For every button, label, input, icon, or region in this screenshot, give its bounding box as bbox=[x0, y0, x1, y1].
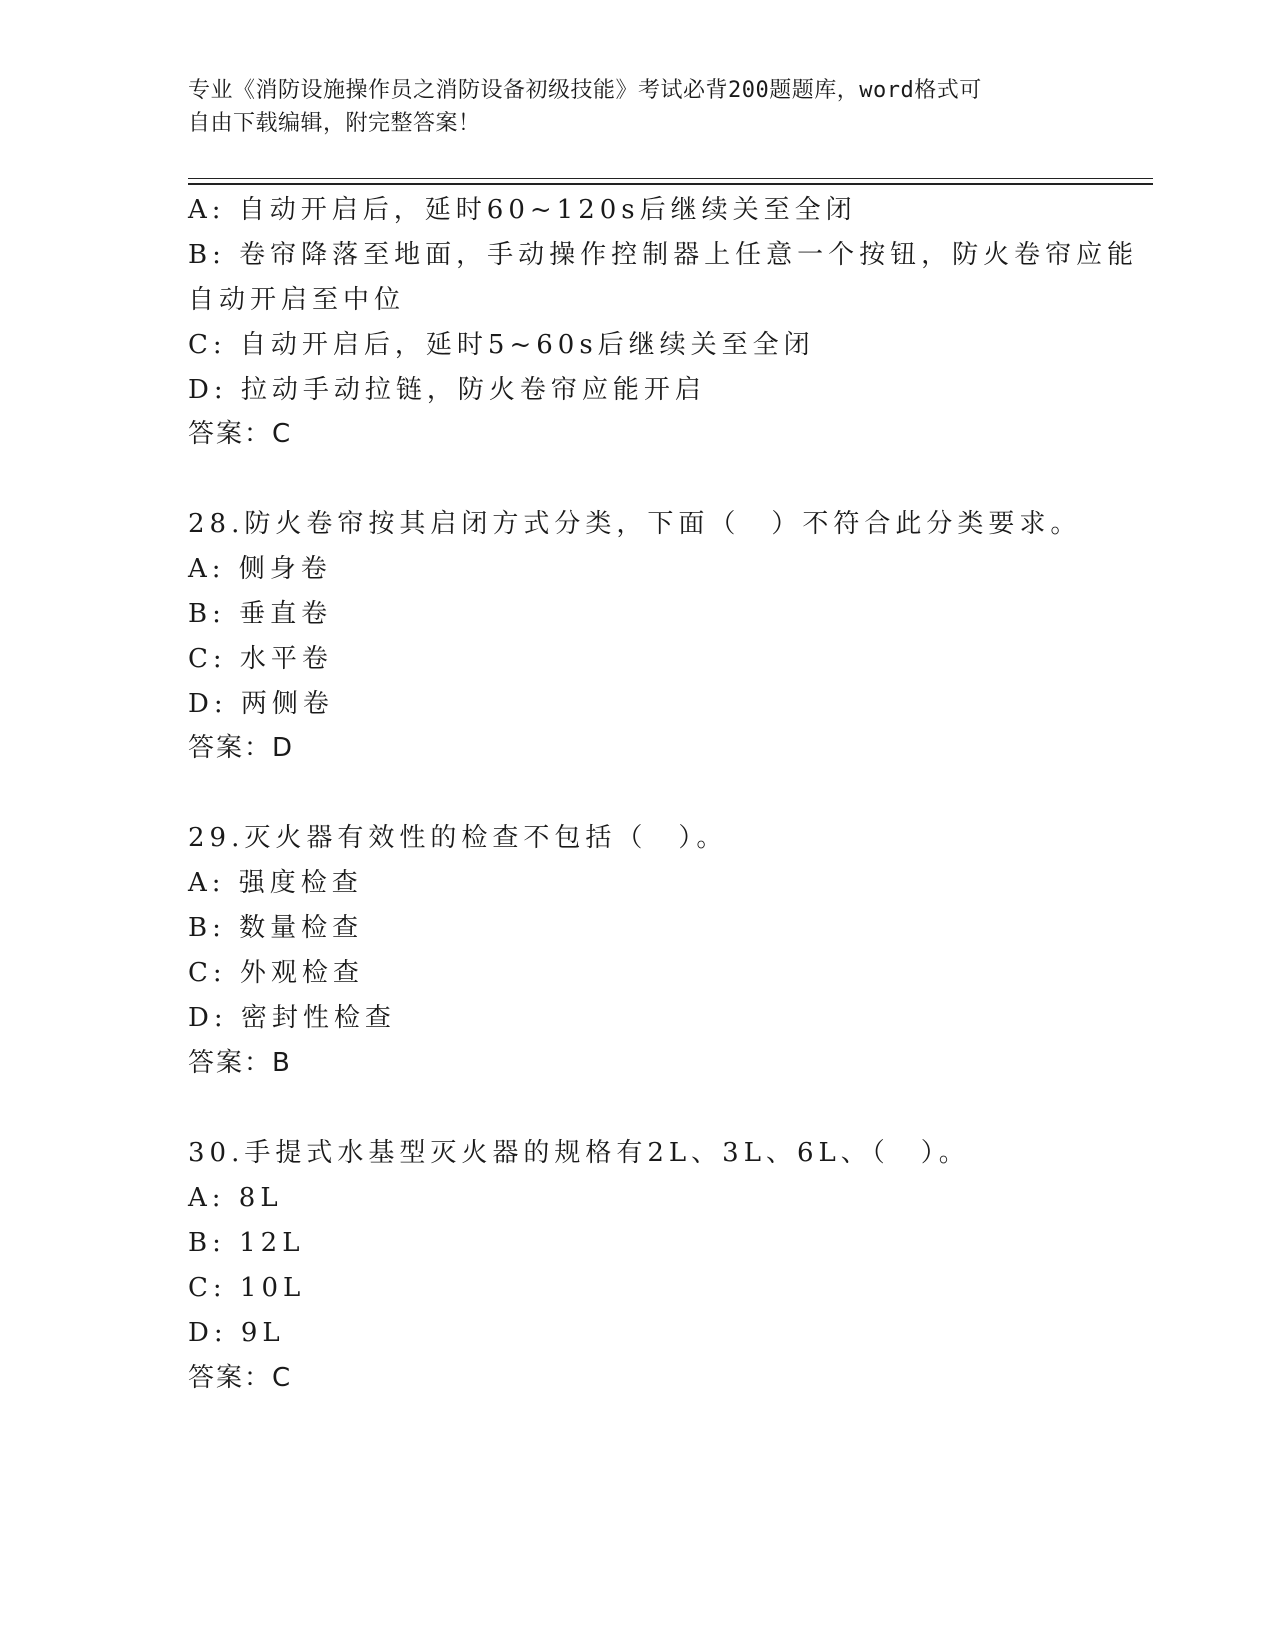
document-header bbox=[188, 74, 1088, 140]
header-line-1: 专业《消防设施操作员之消防设备初级技能》考试必背200题题库，word格式可 bbox=[188, 78, 982, 103]
q27-answer: 答案：C bbox=[188, 419, 293, 449]
q28-answer: 答案：D bbox=[188, 733, 295, 763]
q30-option-a: A: 8L bbox=[188, 1183, 283, 1213]
q29-option-a: A: 强度检查 bbox=[188, 868, 363, 898]
q28-option-a: A: 侧身卷 bbox=[188, 554, 332, 584]
q28-option-b: B: 垂直卷 bbox=[188, 599, 333, 629]
q29-question: 29.灭火器有效性的检查不包括（ ）。 bbox=[188, 823, 728, 853]
q30-answer: 答案：C bbox=[188, 1363, 293, 1393]
q28-option-c: C: 水平卷 bbox=[188, 644, 333, 674]
q30-question: 30.手提式水基型灭火器的规格有2L、3L、6L、（ ）。 bbox=[188, 1138, 970, 1168]
header-divider-thin bbox=[188, 178, 1153, 179]
q27-option-d: D: 拉动手动拉链，防火卷帘应能开启 bbox=[188, 375, 706, 405]
q28-option-d: D: 两侧卷 bbox=[188, 689, 334, 719]
q29-option-c: C: 外观检查 bbox=[188, 958, 364, 988]
q28-question: 28.防火卷帘按其启闭方式分类，下面（ ）不符合此分类要求。 bbox=[188, 509, 1082, 539]
q29-option-d: D: 密封性检查 bbox=[188, 1003, 396, 1033]
q30-option-c: C: 10L bbox=[188, 1273, 306, 1303]
q27-option-c: C: 自动开启后，延时5~60s后继续关至全闭 bbox=[188, 330, 815, 360]
q30-option-d: D: 9L bbox=[188, 1318, 285, 1348]
q27-option-a: A: 自动开启后，延时60~120s后继续关至全闭 bbox=[188, 195, 857, 225]
q27-option-b: B: 卷帘降落至地面，手动操作控制器上任意一个按钮，防火卷帘应能 bbox=[188, 240, 1139, 270]
header-divider-thick bbox=[188, 183, 1153, 185]
q30-option-b: B: 12L bbox=[188, 1228, 305, 1258]
q27-option-b-continued: 自动开启至中位 bbox=[188, 285, 406, 315]
header-line-2: 自由下载编辑，附完整答案！ bbox=[188, 111, 481, 136]
q29-option-b: B: 数量检查 bbox=[188, 913, 364, 943]
q29-answer: 答案：B bbox=[188, 1048, 292, 1078]
